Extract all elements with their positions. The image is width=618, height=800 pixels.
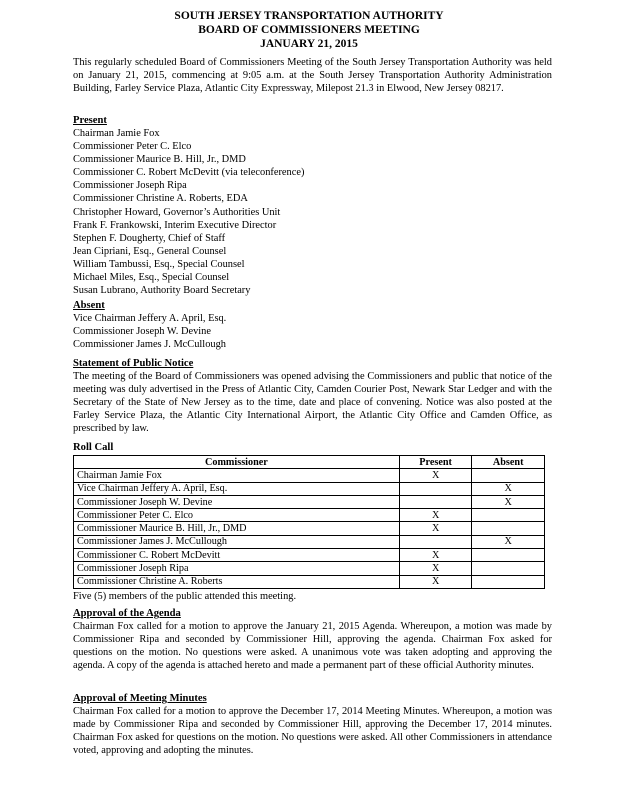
present-mark: [399, 482, 472, 495]
absent-heading: Absent: [73, 300, 105, 311]
present-mark: [399, 495, 472, 508]
present-name: Susan Lubrano, Authority Board Secretary: [73, 285, 251, 297]
absent-mark: [472, 469, 545, 482]
present-name: Commissioner Maurice B. Hill, Jr., DMD: [73, 154, 246, 166]
present-mark: X: [399, 522, 472, 535]
absent-mark: [472, 575, 545, 588]
present-mark: X: [399, 469, 472, 482]
commissioner-name: Vice Chairman Jeffery A. April, Esq.: [74, 482, 400, 495]
present-name: Chairman Jamie Fox: [73, 128, 160, 139]
present-mark: X: [399, 575, 472, 588]
present-name: Commissioner C. Robert McDevitt (via teleconference): [73, 167, 305, 179]
commissioner-name: Commissioner Maurice B. Hill, Jr., DMD: [74, 522, 400, 535]
roll-call-header-row: [74, 456, 545, 469]
absent-mark: [472, 522, 545, 535]
present-name: Stephen F. Dougherty, Chief of Staff: [73, 232, 226, 244]
absent-mark: X: [472, 495, 545, 508]
present-name: Michael Miles, Esq., Special Counsel: [73, 272, 230, 284]
table-row: [74, 482, 545, 495]
commissioner-name: Commissioner James J. McCullough: [74, 535, 400, 548]
table-row: [74, 575, 545, 588]
table-row: [74, 522, 545, 535]
present-name: William Tambussi, Esq., Special Counsel: [73, 258, 245, 270]
meeting-date: JANUARY 21, 2015: [260, 38, 358, 50]
commissioner-name: Commissioner Christine A. Roberts: [74, 575, 400, 588]
public-attendance-note: Five (5) members of the public attended this meeting.: [73, 591, 297, 602]
table-row: [74, 469, 545, 482]
absent-name: Vice Chairman Jeffery A. April, Esq.: [73, 313, 227, 324]
absent-mark: [472, 562, 545, 575]
present-name: Commissioner Peter C. Elco: [73, 141, 192, 153]
present-heading: Present: [73, 115, 107, 126]
roll-call-table: [73, 455, 545, 589]
meeting-title: BOARD OF COMMISSIONERS MEETING: [198, 24, 420, 36]
public-notice-paragraph: The meeting of the Board of Commissioners was opened advising the Commissioners and public that notice of the meeting was duly advertised in the Press of Atlantic City, Camden Courier Post, Newark Star Ledger and with the Secretary of the State of New Jersey as to the time, date and place of convening. Notice was also posted at the Farley Service Plaza, the Atlantic City International Airport, the Atlantic City Office and Camden Office, as prescribed by law.: [73, 371, 552, 435]
present-mark: X: [399, 549, 472, 562]
org-title: SOUTH JERSEY TRANSPORTATION AUTHORITY: [174, 10, 444, 22]
absent-mark: X: [472, 482, 545, 495]
present-name: Frank F. Frankowski, Interim Executive Director: [73, 219, 277, 231]
table-row: [74, 509, 545, 522]
agenda-heading: Approval of the Agenda: [73, 608, 181, 619]
minutes-paragraph: Chairman Fox called for a motion to approve the December 17, 2014 Meeting Minutes. Whereupon, a motion was made by Commissioner Ripa and seconded by Commissioner Hill, approving the December 17, 2014 minutes. Chairman Fox asked for questions on the motion. No questions were asked. All other Commissioners in attendance voted, approving and adopting the minutes.: [73, 706, 552, 757]
present-mark: [399, 535, 472, 548]
absent-mark: [472, 549, 545, 562]
present-name: Jean Cipriani, Esq., General Counsel: [73, 245, 227, 257]
absent-mark: [472, 509, 545, 522]
present-name: Christopher Howard, Governor’s Authorities Unit: [73, 206, 281, 218]
column-header-commissioner: Commissioner: [74, 456, 400, 469]
absent-mark: X: [472, 535, 545, 548]
roll-call-heading: Roll Call: [73, 442, 114, 453]
commissioner-name: Commissioner Peter C. Elco: [74, 509, 400, 522]
table-row: [74, 535, 545, 548]
absent-name: Commissioner James J. McCullough: [73, 339, 226, 351]
absent-name: Commissioner Joseph W. Devine: [73, 326, 211, 338]
present-mark: X: [399, 562, 472, 575]
table-row: [74, 495, 545, 508]
absent-list: [73, 312, 226, 351]
present-name: Commissioner Christine A. Roberts, EDA: [73, 193, 248, 205]
present-mark: X: [399, 509, 472, 522]
present-name: Commissioner Joseph Ripa: [73, 180, 187, 192]
commissioner-name: Commissioner C. Robert McDevitt: [74, 549, 400, 562]
commissioner-name: Chairman Jamie Fox: [74, 469, 400, 482]
table-row: [74, 562, 545, 575]
commissioner-name: Commissioner Joseph W. Devine: [74, 495, 400, 508]
column-header-absent: Absent: [472, 456, 545, 469]
public-notice-heading: Statement of Public Notice: [73, 358, 194, 369]
intro-paragraph: This regularly scheduled Board of Commissioners Meeting of the South Jersey Transportation Authority was held on January 21, 2015, commencing at 9:05 a.m. at the South Jersey Transportation Authority Administration Building, Farley Service Plaza, Atlantic City Expressway, Milepost 21.3 in Elwood, New Jersey 08217.: [73, 57, 552, 95]
commissioner-name: Commissioner Joseph Ripa: [74, 562, 400, 575]
agenda-paragraph: Chairman Fox called for a motion to approve the January 21, 2015 Agenda. Whereupon, a motion was made by Commissioner Ripa and seconded by Commissioner Hill, approving the agenda. Chairman Fox asked for questions on the motion. No questions were asked. A unanimous vote was taken adopting and approving the agenda. A copy of the agenda is attached hereto and made a permanent part of these official Authority minutes.: [73, 621, 552, 672]
present-list: [73, 127, 304, 297]
column-header-present: Present: [399, 456, 472, 469]
minutes-heading: Approval of Meeting Minutes: [73, 693, 207, 704]
table-row: [74, 549, 545, 562]
